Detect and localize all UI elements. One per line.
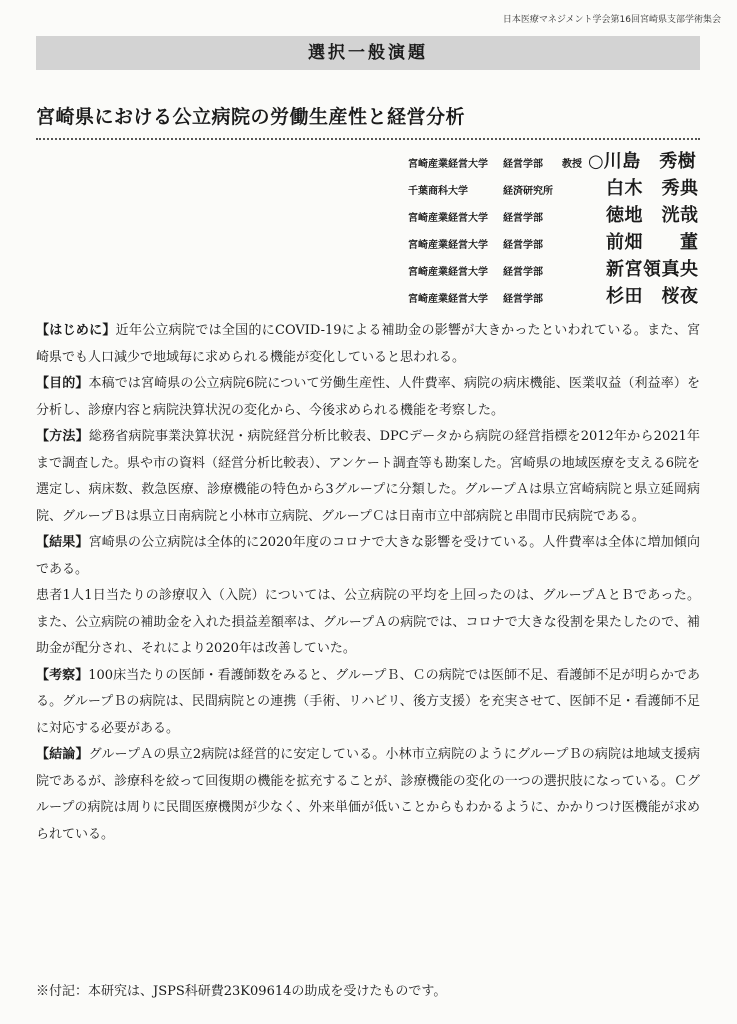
author-department: 経営学部 <box>503 267 543 278</box>
section-results-continued <box>36 583 700 663</box>
dotted-divider <box>36 138 700 140</box>
section-discussion <box>36 663 700 743</box>
author-institution: 宮崎産業経営大学 <box>408 240 488 251</box>
section-heading: 【結論】 <box>36 747 89 762</box>
author-department: 経営学部 <box>503 213 543 224</box>
section-banner: 選択一般演題 <box>36 36 700 70</box>
section-text: 100床当たりの医師・看護師数をみると、グループＢ、Ｃの病院では医師不足、看護師不足が明らかである。グループＢの病院は、民間病院との連携（手術、リハビリ、後方支援）を充実させて、医師不足・看護師不足に対応する必要がある。 <box>36 667 700 736</box>
footnote: ※付記：本研究は、JSPS科研費23K09614の助成を受けたものです。 <box>36 984 447 999</box>
section-text: 患者1人1日当たりの診療収入（入院）については、公立病院の平均を上回ったのは、グループＡとＢであった。また、公立病院の補助金を入れた損益差額率は、グループＡの病院では、コロナで大きな役割を果たしたので、補助金が配分され、それにより2020年は改善していた。 <box>36 588 700 656</box>
section-text: 総務省病院事業決算状況・病院経営分析比較表、DPCデータから病院の経営指標を2012年から2021年まで調査した。県や市の資料（経営分析比較表）、アンケート調査等も勘案した。宮崎県の地域医療を支える6院を選定し、病床数、救急医療、診療機能の特色から3グループに分類した。グループＡは県立宮崎病院と県立延岡病院、グループＢは県立日南病院と小林市立病院、グループＣは日南市立中部病院と串間市民病院である。 <box>36 429 700 524</box>
section-methods <box>36 424 700 530</box>
author-name: 杉田 桜夜 <box>606 286 699 307</box>
section-text: 本稿では宮崎県の公立病院6院について労働生産性、人件費率、病院の病床機能、医業収益（利益率）を分析し、診療内容と病院決算状況の変化から、今後求められる機能を考察した。 <box>36 376 700 418</box>
author-institution: 宮崎産業経営大学 <box>408 213 488 224</box>
section-heading: 【目的】 <box>36 376 89 391</box>
author-row <box>408 201 708 228</box>
society-header: 日本医療マネジメント学会第16回宮崎県支部学術集会 <box>502 15 721 25</box>
author-name: 新宮領真央 <box>606 259 699 280</box>
author-row <box>408 174 708 201</box>
paper-title: 宮崎県における公立病院の労働生産性と経営分析 <box>36 106 466 128</box>
author-name: ○川島 秀樹 <box>588 151 697 172</box>
author-list <box>408 147 708 309</box>
presenter-mark: ○ <box>588 151 604 172</box>
author-row <box>408 147 708 174</box>
author-department: 経営学部 <box>503 294 543 305</box>
section-text: 宮崎県の公立病院は全体的に2020年度のコロナで大きな影響を受けている。人件費率は全体に増加傾向である。 <box>36 535 700 577</box>
section-conclusion <box>36 742 700 848</box>
author-row <box>408 228 708 255</box>
author-name: 徳地 洸哉 <box>606 205 699 226</box>
section-heading: 【はじめに】 <box>36 323 116 338</box>
section-introduction <box>36 318 700 371</box>
section-heading: 【考察】 <box>36 667 89 683</box>
section-heading: 【結果】 <box>36 535 89 550</box>
author-institution: 宮崎産業経営大学 <box>408 294 488 305</box>
author-department: 経済研究所 <box>503 186 553 197</box>
section-objective <box>36 371 700 424</box>
section-text: グループＡの県立2病院は経営的に安定している。小林市立病院のようにグループＢの病院は地域支援病院であるが、診療科を絞って回復期の機能を拡充することが、診療機能の変化の一つの選択肢になっている。Ｃグループの病院は周りに民間医療機関が少なく、外来単価が低いことからもわかるように、かかりつけ医機能が求められている。 <box>36 747 700 842</box>
author-name: 白木 秀典 <box>606 178 699 199</box>
author-row <box>408 255 708 282</box>
author-institution: 千葉商科大学 <box>408 186 468 197</box>
abstract-body <box>36 318 700 848</box>
author-institution: 宮崎産業経営大学 <box>408 267 488 278</box>
section-results <box>36 530 700 583</box>
author-row <box>408 282 708 309</box>
author-name: 前畑 董 <box>606 232 699 253</box>
author-institution: 宮崎産業経営大学 <box>408 159 488 170</box>
author-department: 経営学部 <box>503 159 543 170</box>
section-heading: 【方法】 <box>36 429 89 444</box>
author-department: 経営学部 <box>503 240 543 251</box>
section-text: 近年公立病院では全国的にCOVID-19による補助金の影響が大きかったといわれている。また、宮崎県でも人口減少で地域毎に求められる機能が変化していると思われる。 <box>36 323 700 365</box>
author-role: 教授 <box>562 159 582 170</box>
